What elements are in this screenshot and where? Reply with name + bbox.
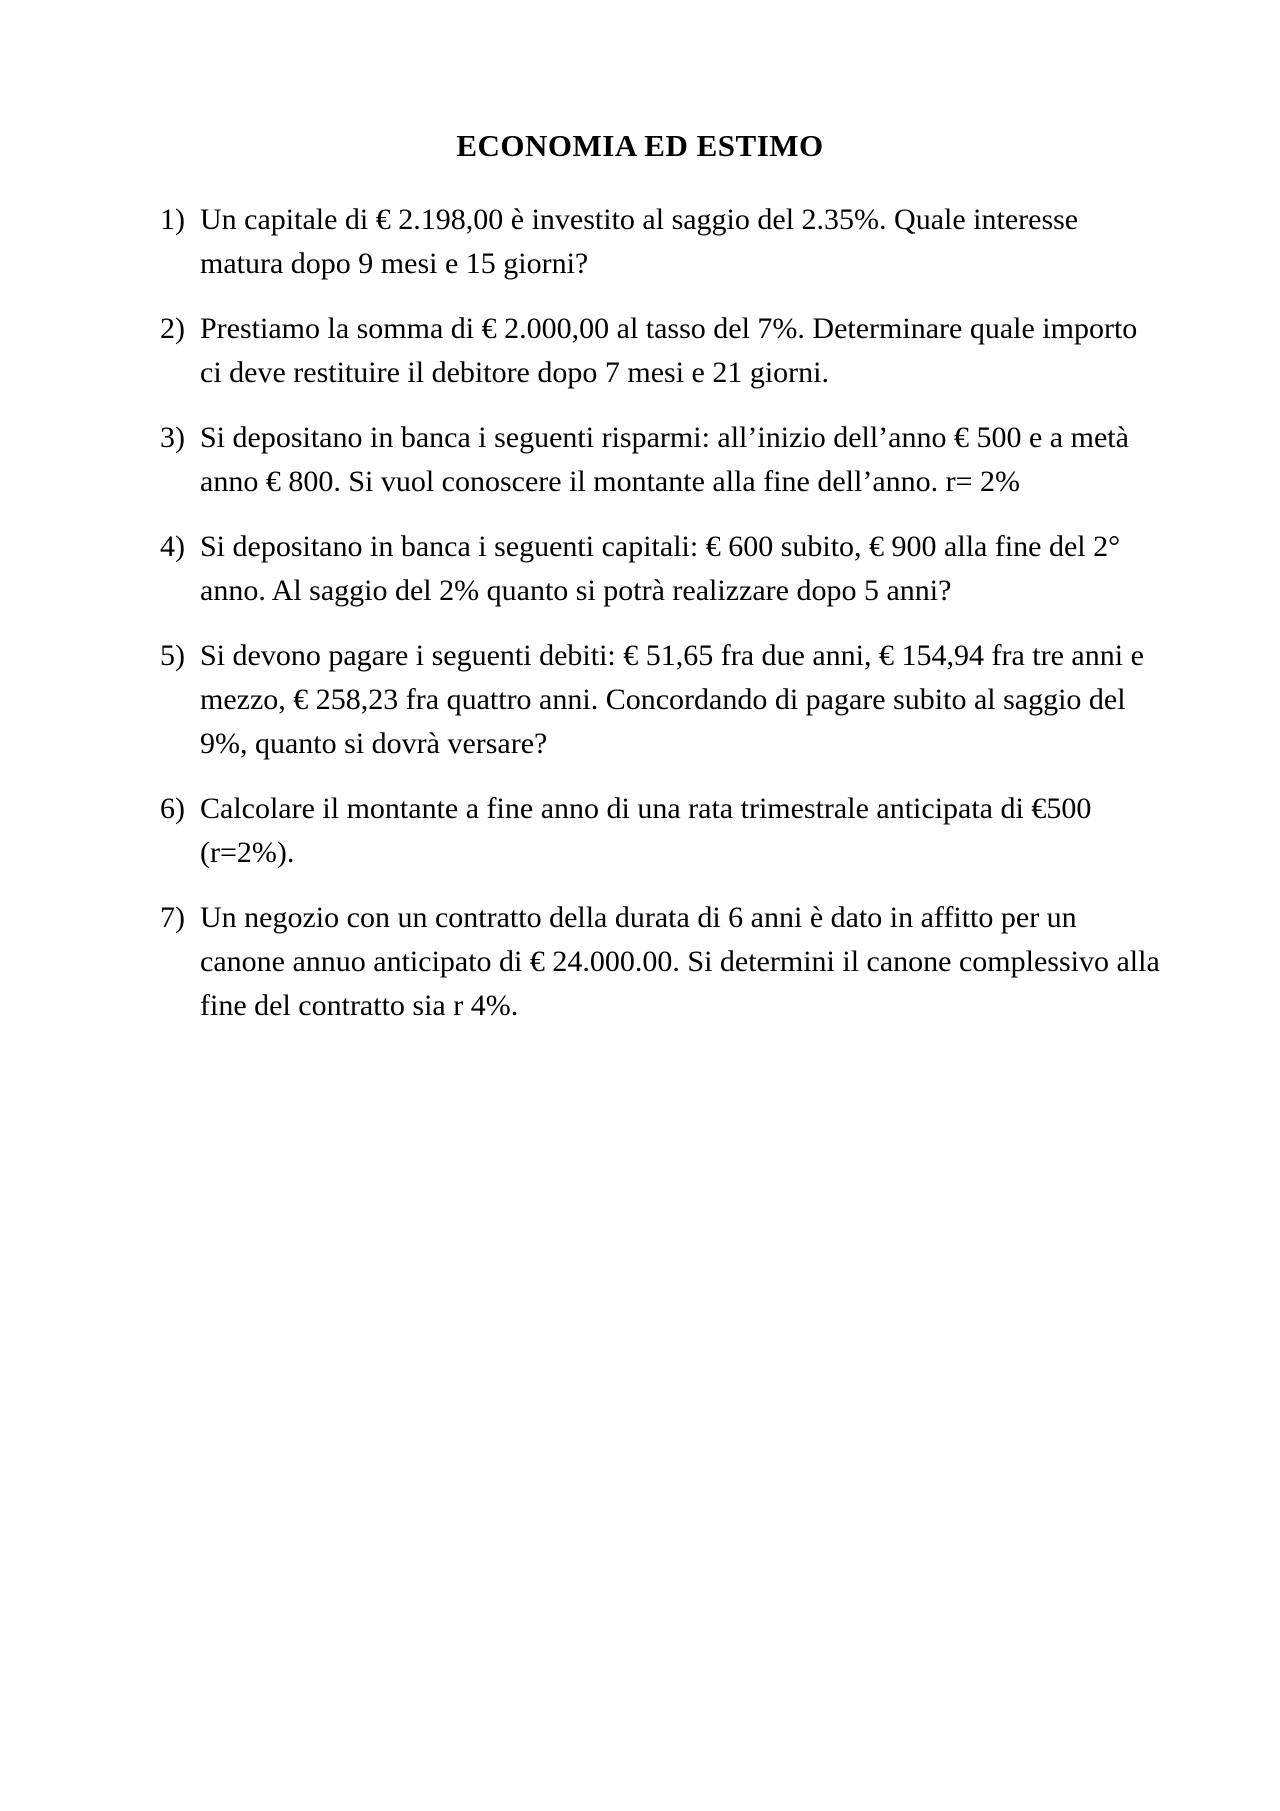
item-text: Calcolare il montante a fine anno di una rata trimestrale anticipata di €500 (r=2%). (200, 792, 1092, 869)
list-item (160, 787, 1160, 875)
item-number: 6) (160, 792, 185, 825)
item-number: 3) (160, 421, 185, 454)
list-item (160, 634, 1160, 766)
list-item (160, 896, 1160, 1028)
item-text: Un negozio con un contratto della durata di 6 anni è dato in affitto per un canone annuo anticipato di € 24.000.00. Si determini il canone complessivo alla fine del contratto sia r 4%. (200, 901, 1160, 1022)
list-item (160, 307, 1160, 395)
problem-list (120, 198, 1160, 1028)
item-number: 2) (160, 312, 185, 345)
item-text: Si depositano in banca i seguenti capitali: € 600 subito, € 900 alla fine del 2° anno. Al saggio del 2% quanto si potrà realizzare dopo 5 anni? (200, 530, 1121, 607)
list-item (160, 416, 1160, 504)
list-item (160, 198, 1160, 286)
item-text: Si depositano in banca i seguenti risparmi: all’inizio dell’anno € 500 e a metà anno € 800. Si vuol conoscere il montante alla fine dell’anno. r= 2% (200, 421, 1129, 498)
item-number: 5) (160, 639, 185, 672)
item-text: Si devono pagare i seguenti debiti: € 51,65 fra due anni, € 154,94 fra tre anni e mezzo, € 258,23 fra quattro anni. Concordando di pagare subito al saggio del 9%, quanto si dovrà versare? (200, 639, 1144, 760)
item-number: 7) (160, 901, 185, 934)
item-number: 1) (160, 203, 185, 236)
page-title: ECONOMIA ED ESTIMO (456, 128, 824, 163)
item-number: 4) (160, 530, 185, 563)
item-text: Un capitale di € 2.198,00 è investito al saggio del 2.35%. Quale interesse matura dopo 9 mesi e 15 giorni? (200, 203, 1079, 280)
item-text: Prestiamo la somma di € 2.000,00 al tasso del 7%. Determinare quale importo ci deve restituire il debitore dopo 7 mesi e 21 giorni. (200, 312, 1138, 389)
list-item (160, 525, 1160, 613)
